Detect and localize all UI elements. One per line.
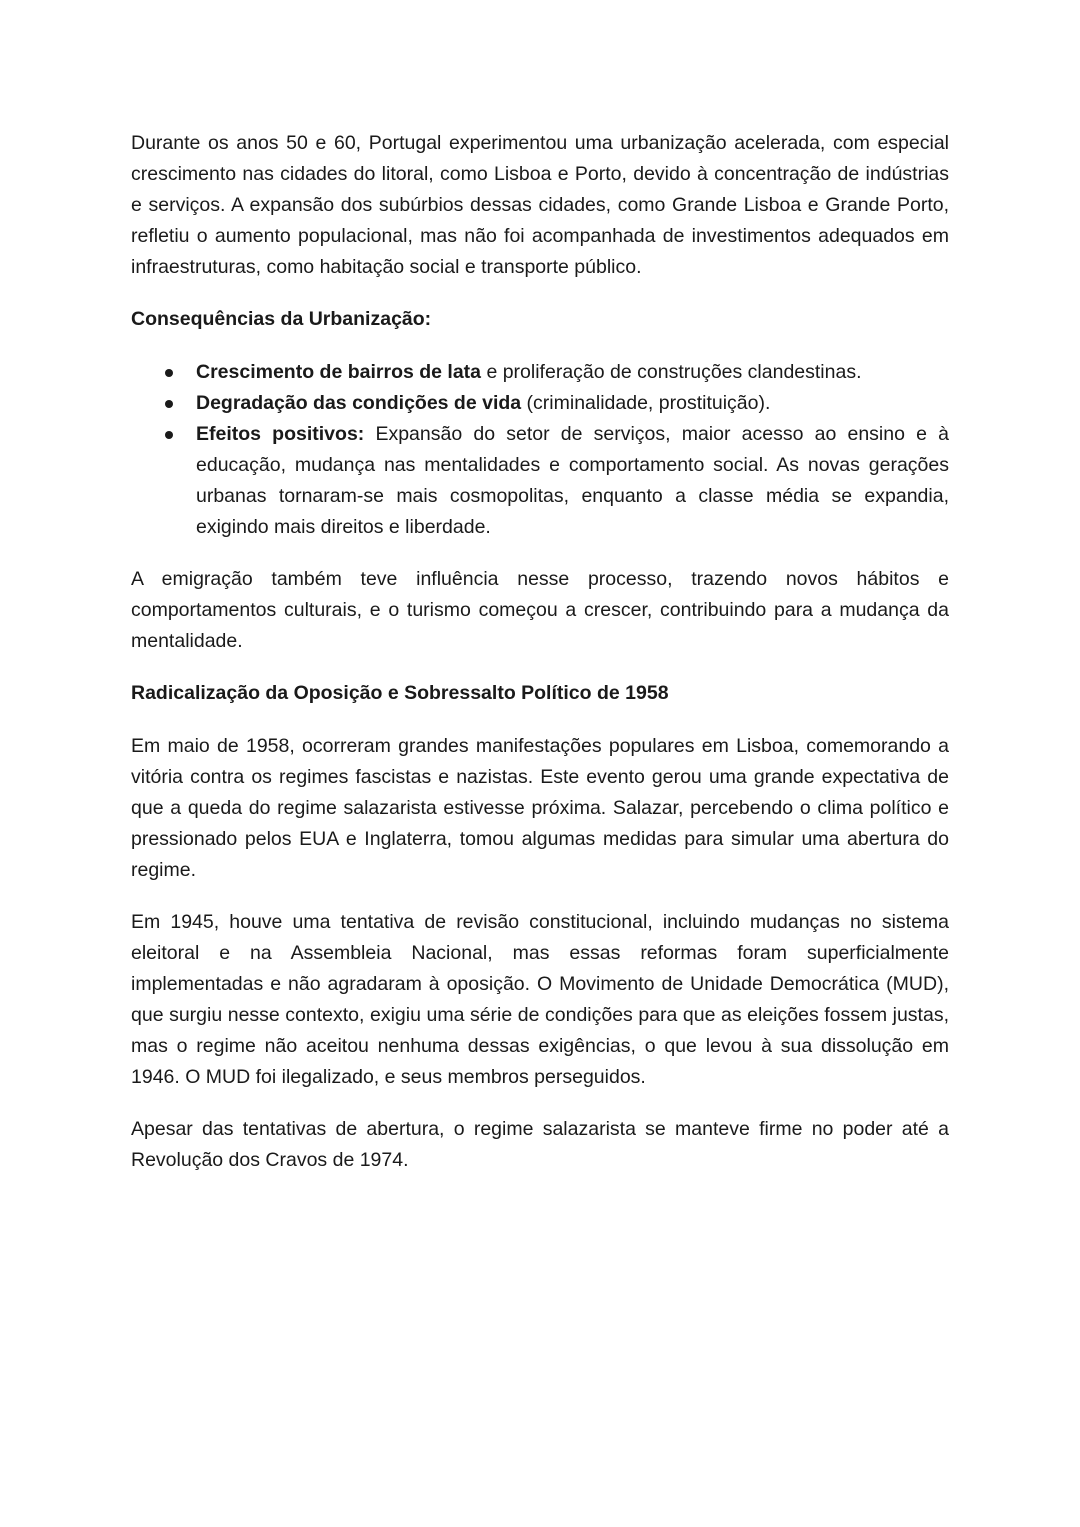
document-page	[131, 128, 949, 1197]
paragraph-1945: Em 1945, houve uma tentativa de revisão constitucional, incluindo mudanças no sistema eleitoral e na Assembleia Nacional, mas essas reformas foram superficialmente implementadas e não agradaram à oposição. O Movimento de Unidade Democrática (MUD), que surgiu nesse contexto, exigiu uma série de condições para que as eleições fossem justas, mas o regime não aceitou nenhuma dessas exigências, o que levou à sua dissolução em 1946. O MUD foi ilegalizado, e seus membros perseguidos.	[131, 911, 949, 1088]
paragraph-emigration: A emigração também teve influência nesse processo, trazendo novos hábitos e comportamentos culturais, e o turismo começou a crescer, contribuindo para a mudança da mentalidade.	[131, 568, 949, 652]
list-item-text: Expansão do setor de serviços, maior acesso ao ensino e à educação, mudança nas mentalidades e comportamento social. As novas gerações urbanas tornaram-se mais cosmopolitas, enquanto a classe média se expandia, exigindo mais direitos e liberdade.	[196, 423, 949, 538]
list-item	[131, 357, 949, 388]
list-item-text: e proliferação de construções clandestinas.	[481, 361, 862, 383]
heading-radicalizacao: Radicalização da Oposição e Sobressalto Político de 1958	[131, 682, 669, 704]
bullet-icon	[165, 431, 173, 439]
bullet-icon	[165, 369, 173, 377]
paragraph-1958: Em maio de 1958, ocorreram grandes manifestações populares em Lisboa, comemorando a vitória contra os regimes fascistas e nazistas. Este evento gerou uma grande expectativa de que a queda do regime salazarista estivesse próxima. Salazar, percebendo o clima político e pressionado pelos EUA e Inglaterra, tomou algumas medidas para simular uma abertura do regime.	[131, 735, 949, 881]
list-item	[131, 419, 949, 543]
paragraph-urbanization: Durante os anos 50 e 60, Portugal experimentou uma urbanização acelerada, com especial crescimento nas cidades do litoral, como Lisboa e Porto, devido à concentração de indústrias e serviços. A expansão dos subúrbios dessas cidades, como Grande Lisboa e Grande Porto, refletiu o aumento populacional, mas não foi acompanhada de investimentos adequados em infraestruturas, como habitação social e transporte público.	[131, 132, 949, 278]
heading-consequencias: Consequências da Urbanização:	[131, 308, 432, 330]
bullet-icon	[165, 400, 173, 408]
list-item-bold: Degradação das condições de vida	[196, 392, 522, 414]
paragraph-conclusion: Apesar das tentativas de abertura, o regime salazarista se manteve firme no poder até a Revolução dos Cravos de 1974.	[131, 1118, 949, 1171]
consequences-list	[131, 357, 949, 543]
list-item	[131, 388, 949, 419]
list-item-text: (criminalidade, prostituição).	[521, 392, 771, 414]
list-item-bold: Crescimento de bairros de lata	[196, 361, 482, 383]
list-item-bold: Efeitos positivos:	[196, 423, 365, 445]
